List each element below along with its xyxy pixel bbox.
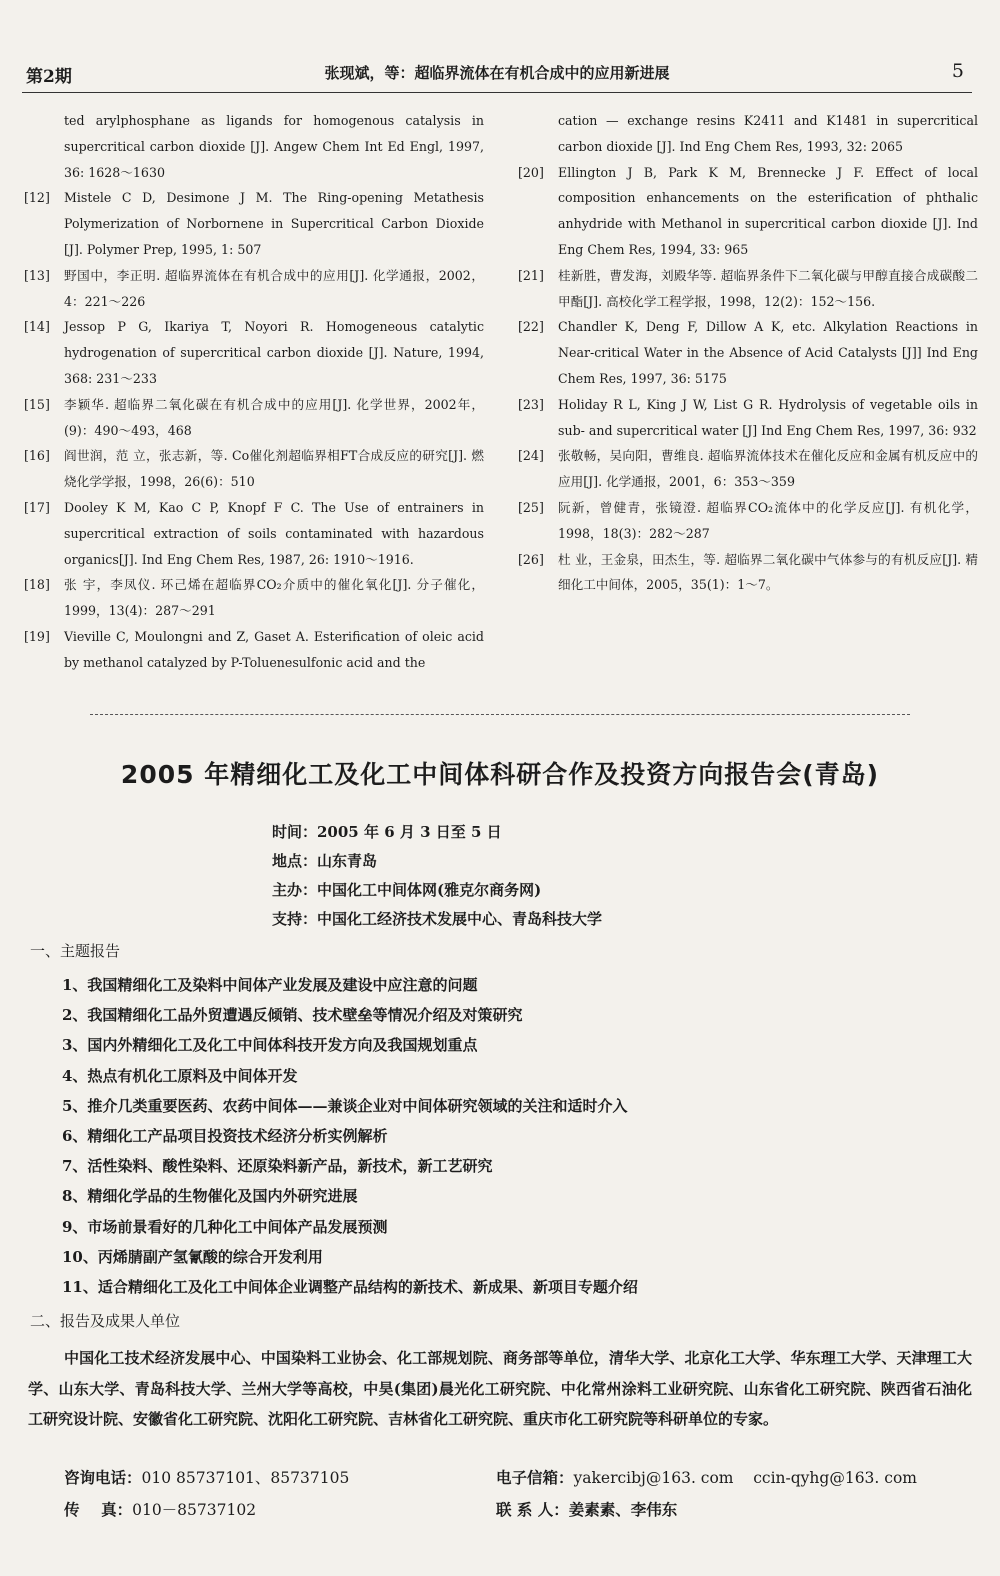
person-value: 姜素素、李伟东 xyxy=(568,1501,678,1519)
reference-entry xyxy=(518,495,978,547)
reference-entry xyxy=(518,263,978,315)
meeting-place: 地点：山东青岛 xyxy=(272,852,378,870)
reference-number: [26] xyxy=(518,551,544,567)
reference-entry xyxy=(24,314,484,391)
reference-number: [23] xyxy=(518,396,544,412)
topic-item: 11、适合精细化工及化工中间体企业调整产品结构的新技术、新成果、新项目专题介绍 xyxy=(62,1278,638,1297)
contact-email xyxy=(496,1466,917,1488)
references-right-column xyxy=(518,108,978,598)
reference-entry xyxy=(24,572,484,624)
topic-item: 4、热点有机化工原料及中间体开发 xyxy=(62,1066,298,1085)
reference-number: [21] xyxy=(518,267,544,283)
reference-number: [14] xyxy=(24,319,50,335)
reference-number: [12] xyxy=(24,190,50,206)
contact-phone xyxy=(64,1466,349,1488)
reference-text: Jessop P G, Ikariya T, Noyori R. Homogeneous catalytic hydrogenation of supercritical carbon dioxide [J]. Nature, 1994, 368: 231～233 xyxy=(64,319,484,386)
reference-text: Dooley K M, Kao C P, Knopf F C. The Use of entrainers in supercritical extraction of soils contaminated with hazardous organics[J]. Ind Eng Chem Res, 1987, 26: 1910～1916. xyxy=(64,499,484,567)
reference-text: Mistele C D, Desimone J M. The Ring-opening Metathesis Polymerization of Norbornene in Supercritical Carbon Dioxide [J]. Polymer Prep, 1995, 1: 507 xyxy=(64,190,484,257)
reference-entry xyxy=(24,263,484,315)
reference-text: ted arylphosphane as ligands for homogenous catalysis in supercritical carbon dioxide [J]. Angew Chem Int Ed Engl, 1997, 36: 1628～1630 xyxy=(64,113,484,180)
section-heading-units: 二、报告及成果人单位 xyxy=(30,1312,181,1330)
phone-value: 010 85737101、85737105 xyxy=(141,1469,350,1487)
reference-number: [13] xyxy=(24,267,50,283)
reference-text: 野国中，李正明. 超临界流体在有机合成中的应用[J]. 化学通报，2002，4：221～226 xyxy=(64,267,484,309)
fax-label: 传 真： xyxy=(64,1501,133,1519)
reference-text: 阮新，曾健青，张镜澄. 超临界CO₂流体中的化学反应[J]. 有机化学，1998，18(3)：282～287 xyxy=(558,499,978,541)
issue-number: 第2期 xyxy=(26,67,72,87)
reference-text: 张敬畅，吴向阳，曹维良. 超临界流体技术在催化反应和金属有机反应中的应用[J]. 化学通报，2001，6：353～359 xyxy=(558,448,978,490)
topic-item: 8、精细化学品的生物催化及国内外研究进展 xyxy=(62,1187,358,1206)
meeting-info xyxy=(272,818,602,934)
page-number: 5 xyxy=(951,60,964,82)
topic-item: 3、国内外精细化工及化工中间体科技开发方向及我国规划重点 xyxy=(62,1036,478,1055)
page-header xyxy=(22,58,972,93)
reference-text: 桂新胜，曹发海，刘殿华等. 超临界条件下二氧化碳与甲醇直接合成碳酸二甲酯[J]. 高校化学工程学报，1998，12(2)：152～156. xyxy=(558,267,978,309)
announcement-title: 2005 年精细化工及化工中间体科研合作及投资方向报告会(青岛) xyxy=(120,760,880,789)
references-left-column xyxy=(24,108,484,676)
reference-number: [18] xyxy=(24,577,50,593)
topic-item: 5、推介几类重要医药、农药中间体——兼谈企业对中间体研究领域的关注和适时介入 xyxy=(62,1096,628,1115)
meeting-support: 支持：中国化工经济技术发展中心、青岛科技大学 xyxy=(272,910,603,928)
reference-text: Chandler K, Deng F, Dillow A K, etc. Alkylation Reactions in Near-critical Water in the Absence of Acid Catalysts [J]] Ind Eng Chem Res, 1997, 36: 5175 xyxy=(558,319,978,386)
meeting-host: 主办：中国化工中间体网(雅克尔商务网) xyxy=(272,881,542,899)
reference-number: [19] xyxy=(24,628,50,644)
reference-number: [22] xyxy=(518,319,544,335)
topic-list xyxy=(62,970,638,1302)
reference-text: Ellington J B, Park K M, Brennecke J F. Effect of local composition enhancements on the esterification of phthalic anhydride with Methanol in supercritical carbon dioxide [J]. Ind Eng Chem Res, 1994, 33: 965 xyxy=(558,164,978,257)
reference-text: 杜 业，王金泉，田杰生，等. 超临界二氧化碳中气体参与的有机反应[J]. 精细化工中间体，2005，35(1)：1～7。 xyxy=(558,551,978,593)
reference-entry xyxy=(518,392,978,444)
contact-person xyxy=(496,1498,677,1520)
reference-entry xyxy=(518,314,978,391)
reference-text: Holiday R L, King J W, List G R. Hydrolysis of vegetable oils in sub- and supercritical water [J] Ind Eng Chem Res, 1997, 36: 932 xyxy=(558,396,978,438)
section-heading-topics: 一、主题报告 xyxy=(30,942,121,960)
reference-number: [20] xyxy=(518,164,544,180)
topic-item: 2、我国精细化工品外贸遭遇反倾销、技术壁垒等情况介绍及对策研究 xyxy=(62,1006,523,1025)
reference-number: [24] xyxy=(518,448,544,464)
reference-entry xyxy=(24,624,484,676)
units-paragraph: 中国化工技术经济发展中心、中国染料工业协会、化工部规划院、商务部等单位，清华大学、北京化工大学、华东理工大学、天津理工大学、山东大学、青岛科技大学、兰州大学等高校，中昊(集团)晨光化工研究院、中化常州涂料工业研究院、山东省化工研究院、陕西省石油化工研究设计院、安徽省化工研究院、沈阳化工研究院、吉林省化工研究院、重庆市化工研究院等科研单位的专家。 xyxy=(28,1349,972,1428)
reference-text: 张 宇，李凤仪. 环己烯在超临界CO₂介质中的催化氧化[J]. 分子催化，1999，13(4)：287～291 xyxy=(64,577,484,619)
reference-text: Vieville C, Moulongni and Z, Gaset A. Esterification of oleic acid by methanol catalyzed by P-Toluenesulfonic acid and the xyxy=(64,628,484,670)
email-label: 电子信箱： xyxy=(496,1469,574,1487)
running-title: 张现斌，等：超临界流体在有机合成中的应用新进展 xyxy=(324,64,670,82)
topic-item: 6、精细化工产品项目投资技术经济分析实例解析 xyxy=(62,1127,388,1146)
reference-text: 李颖华. 超临界二氧化碳在有机合成中的应用[J]. 化学世界，2002年，(9)：490～493，468 xyxy=(64,396,484,438)
reference-entry xyxy=(518,160,978,263)
topic-item: 10、丙烯腈副产氢氰酸的综合开发利用 xyxy=(62,1247,323,1266)
reference-entry xyxy=(518,547,978,599)
reference-number: [16] xyxy=(24,448,50,464)
meeting-time: 时间：2005 年 6 月 3 日至 5 日 xyxy=(272,823,502,841)
reference-entry xyxy=(24,392,484,444)
reference-entry xyxy=(24,495,484,572)
reference-number: [15] xyxy=(24,396,50,412)
topic-item: 1、我国精细化工及染料中间体产业发展及建设中应注意的问题 xyxy=(62,976,478,994)
contact-fax xyxy=(64,1498,256,1520)
reference-number: [25] xyxy=(518,499,544,515)
reference-text: 阎世润，范 立，张志新，等. Co催化剂超临界相FT合成反应的研究[J]. 燃烧化学学报，1998，26(6)：510 xyxy=(64,448,484,490)
reference-text: cation — exchange resins K2411 and K1481 in supercritical carbon dioxide [J]. Ind Eng Chem Res, 1993, 32: 2065 xyxy=(558,113,978,154)
person-label: 联 系 人： xyxy=(496,1501,569,1519)
email-value: yakercibj@163. com ccin-qyhg@163. com xyxy=(573,1469,917,1487)
reference-entry xyxy=(518,443,978,495)
reference-entry xyxy=(518,108,978,160)
topic-item: 7、活性染料、酸性染料、还原染料新产品，新技术，新工艺研究 xyxy=(62,1157,493,1176)
reference-entry xyxy=(24,108,484,185)
reference-entry xyxy=(24,443,484,495)
fax-value: 010－85737102 xyxy=(132,1501,257,1519)
section-divider xyxy=(90,714,910,715)
reference-number xyxy=(518,108,558,160)
topic-item: 9、市场前景看好的几种化工中间体产品发展预测 xyxy=(62,1217,388,1236)
reference-number xyxy=(24,108,64,185)
phone-label: 咨询电话： xyxy=(64,1469,142,1487)
reference-number: [17] xyxy=(24,499,50,515)
reference-entry xyxy=(24,185,484,262)
